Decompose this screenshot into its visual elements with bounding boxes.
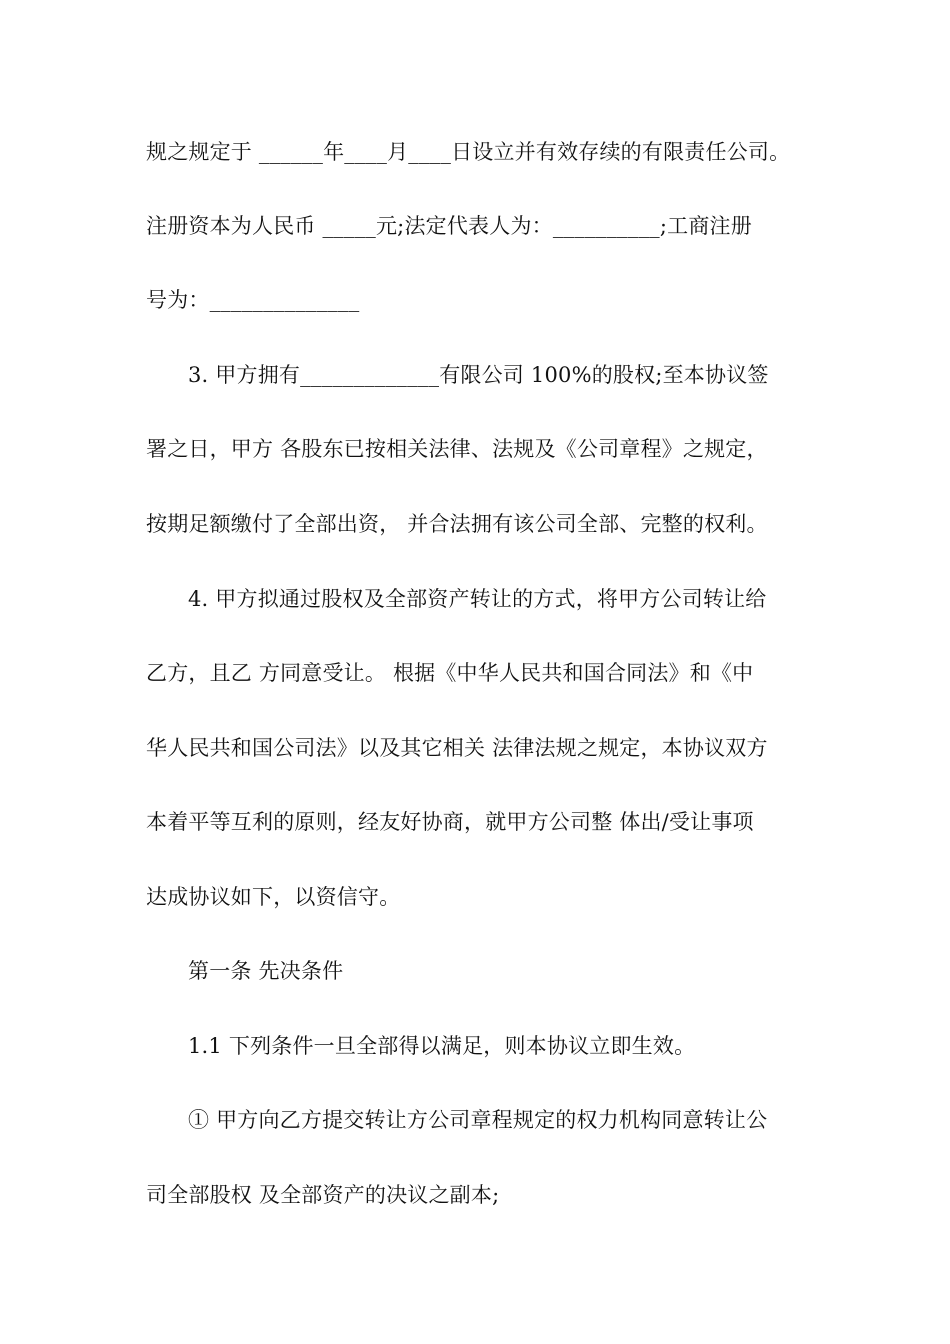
paragraph-line: 1.1 下列条件一旦全部得以满足，则本协议立即生效。: [188, 1034, 696, 1058]
paragraph-line: 署之日，甲方 各股东已按相关法律、法规及《公司章程》之规定，: [146, 437, 768, 461]
paragraph-line: 3. 甲方拥有_____________有限公司 100%的股权;至本协议签: [188, 363, 769, 387]
section-heading: 第一条 先决条件: [188, 959, 344, 983]
paragraph-line: 规之规定于 ______年____月____日设立并有效存续的有限责任公司。: [146, 140, 791, 164]
paragraph-line: 按期足额缴付了全部出资， 并合法拥有该公司全部、完整的权利。: [146, 512, 768, 536]
paragraph-line: 司全部股权 及全部资产的决议之副本;: [146, 1183, 500, 1207]
paragraph-line: ① 甲方向乙方提交转让方公司章程规定的权力机构同意转让公: [188, 1108, 768, 1132]
paragraph-line: 达成协议如下，以资信守。: [146, 885, 401, 909]
paragraph-line: 4. 甲方拟通过股权及全部资产转让的方式，将甲方公司转让给: [188, 587, 767, 611]
paragraph-line: 注册资本为人民币 _____元;法定代表人为：__________;工商注册: [146, 214, 752, 238]
paragraph-line: 华人民共和国公司法》以及其它相关 法律法规之规定，本协议双方: [146, 736, 768, 760]
paragraph-line: 乙方，且乙 方同意受让。 根据《中华人民共和国合同法》和《中: [146, 661, 754, 685]
paragraph-line: 号为：______________: [146, 288, 360, 312]
paragraph-line: 本着平等互利的原则，经友好协商，就甲方公司整 体出/受让事项: [146, 810, 754, 834]
